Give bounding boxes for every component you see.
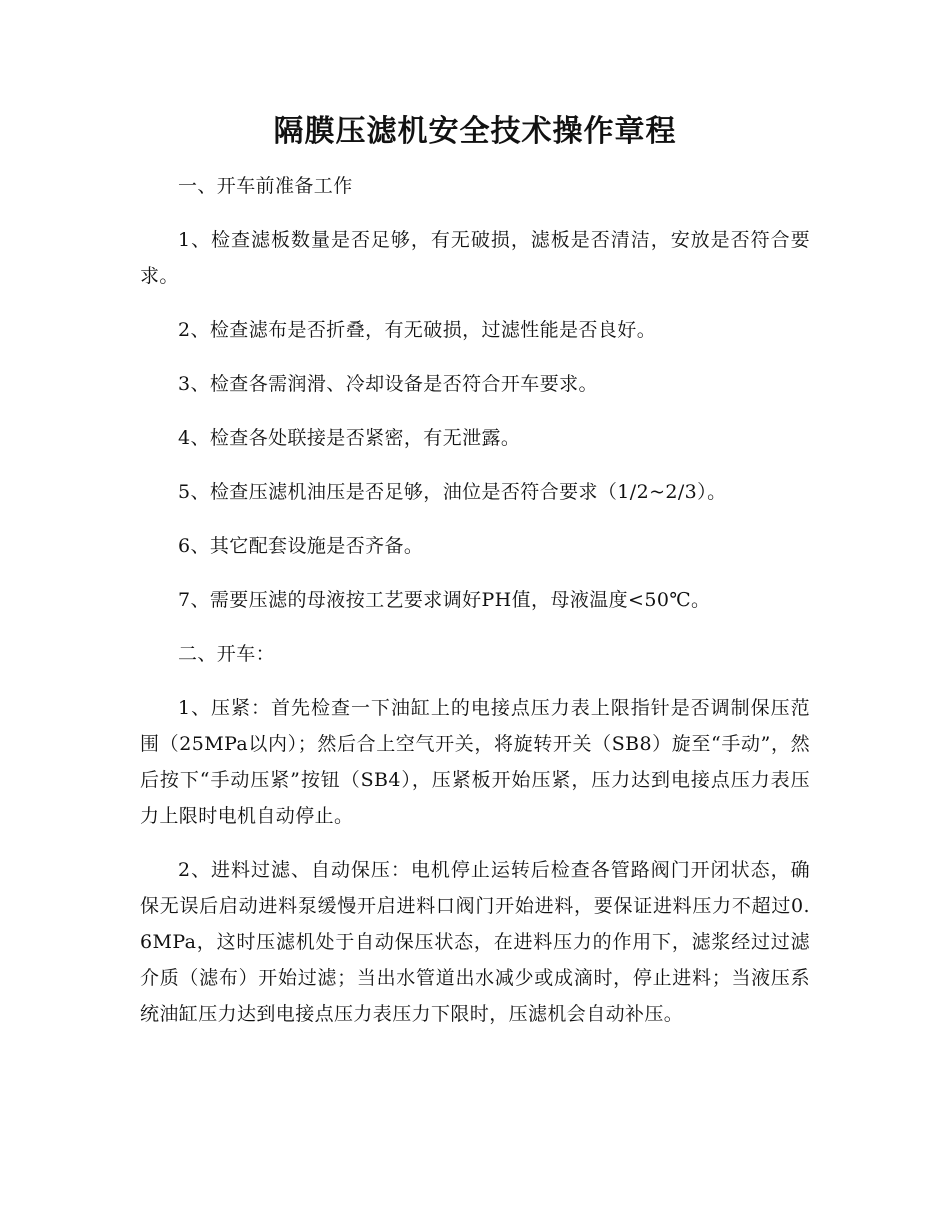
paragraph: 3、检查各需润滑、冷却设备是否符合开车要求。 <box>178 373 598 395</box>
paragraph: 2、检查滤布是否折叠，有无破损，过滤性能是否良好。 <box>178 319 657 341</box>
paragraph: 7、需要压滤的母液按工艺要求调好PH值，母液温度<50℃。 <box>178 589 711 611</box>
section-heading-1: 一、开车前准备工作 <box>178 175 353 197</box>
paragraph: 1、压紧：首先检查一下油缸上的电接点压力表上限指针是否调制保压范围（25MPa以内）；然后合上空气开关，将旋转开关（SB8）旋至“手动”，然后按下“手动压紧”按钮（SB4），压紧板开始压紧，压力达到电接点压力表压力上限时电机自动停止。 <box>140 697 810 827</box>
paragraph: 5、检查压滤机油压是否足够，油位是否符合要求（1/2~2/3）。 <box>178 481 727 503</box>
paragraph: 1、检查滤板数量是否足够，有无破损，滤板是否清洁，安放是否符合要求。 <box>140 229 810 287</box>
paragraph: 4、检查各处联接是否紧密，有无泄露。 <box>178 427 521 449</box>
paragraph: 2、进料过滤、自动保压：电机停止运转后检查各管路阀门开闭状态，确保无误后启动进料泵缓慢开启进料口阀门开始进料，要保证进料压力不超过0.6MPa，这时压滤机处于自动保压状态，在进料压力的作用下，滤浆经过过滤介质（滤布）开始过滤；当出水管道出水减少或成滴时，停止进料；当液压系统油缸压力达到电接点压力表压力下限时，压滤机会自动补压。 <box>140 859 810 1025</box>
section-heading-2: 二、开车： <box>178 643 276 665</box>
paragraph: 6、其它配套设施是否齐备。 <box>178 535 424 557</box>
document-title: 隔膜压滤机安全技术操作章程 <box>273 114 677 149</box>
document-body <box>140 168 810 1050</box>
